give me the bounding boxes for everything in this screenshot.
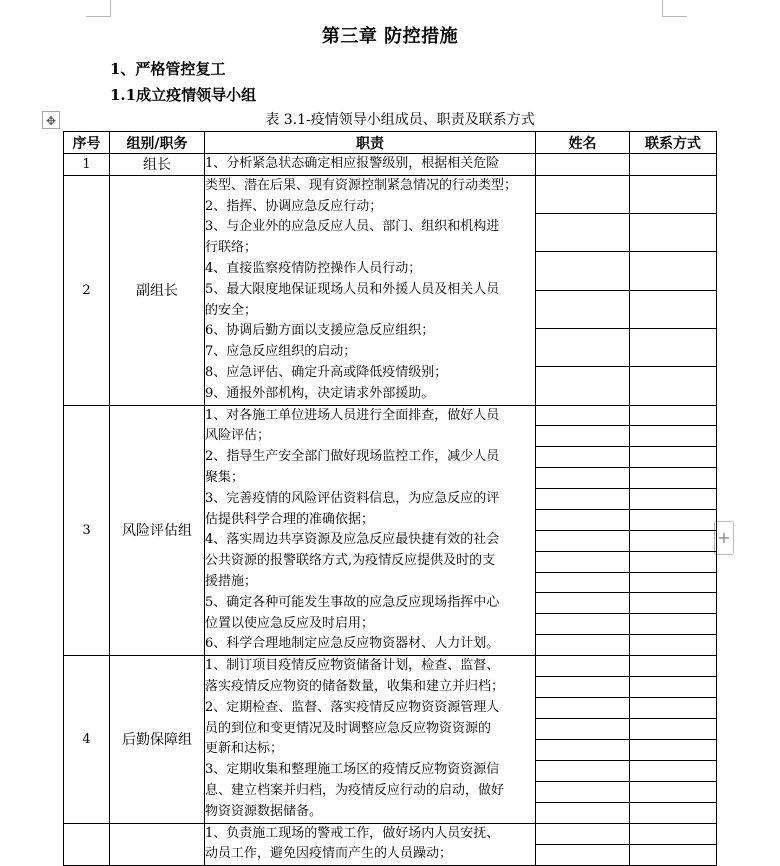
duty-line: 息、建立档案并归档，为疫情反应行动的启动，做好 [205,782,505,798]
cell-duty [205,154,536,176]
cell-group: 风险评估组 [110,405,205,656]
cell-name[interactable] [536,656,630,677]
duty-line: 4、落实周边共享资源及应急反应最快捷有效的社会 [205,532,500,548]
cell-name[interactable] [536,468,630,489]
table-move-handle-icon[interactable]: ✥ [42,111,60,129]
duty-line: 物资资源数据储备。 [205,803,323,819]
cell-name[interactable] [536,290,630,328]
cell-contact[interactable] [630,718,717,739]
cell-contact[interactable] [630,635,717,656]
table-caption: 表 3.1-疫情领导小组成员、职责及联系方式 [265,112,535,128]
cell-contact[interactable] [630,426,717,447]
duty-line: 2、指挥、协调应急反应行动； [205,198,383,214]
duty-line: 1、分析紧急状态确定相应报警级别，根据相关危险 [205,156,500,171]
cell-contact[interactable] [630,593,717,614]
duty-line: 落实疫情反应物资的储备数量，收集和建立并归档； [205,678,505,694]
add-column-plus-icon[interactable]: + [714,521,734,555]
cell-name[interactable] [536,405,630,426]
duty-line: 3、定期收集和整理施工场区的疫情反应物资资源信 [205,762,500,778]
cell-name[interactable] [536,697,630,718]
cell-name[interactable] [536,635,630,656]
table-row [64,175,717,213]
cell-contact[interactable] [630,677,717,698]
header-no: 序号 [64,132,110,154]
duty-line: 的安全； [205,302,258,318]
cell-contact[interactable] [630,447,717,468]
cell-no [64,823,110,866]
header-group: 组别/职务 [110,132,205,154]
cell-name[interactable] [536,426,630,447]
duty-line: 6、科学合理地制定应急反应物资器材、人力计划。 [205,636,500,652]
cell-group: 组长 [110,154,205,176]
cell-name[interactable] [536,551,630,572]
cell-duty [205,823,536,866]
duty-line: 3、完善疫情的风险评估资料信息，为应急反应的评 [205,490,500,506]
duty-line: 行联络； [205,240,258,256]
duty-line: 1、制订项目疫情反应物资储备计划，检查、监督、 [205,658,500,674]
duty-line: 1、负责施工现场的警戒工作，做好场内人员安抚、 [205,825,500,841]
cell-group: 后勤保障组 [110,656,205,823]
cell-contact[interactable] [630,154,717,176]
cell-contact[interactable] [630,802,717,823]
cell-contact[interactable] [630,697,717,718]
header-contact: 联系方式 [630,132,717,154]
table-row [64,405,717,426]
cell-contact[interactable] [630,214,717,252]
cell-contact[interactable] [630,823,717,844]
section-heading-1-1: 1.1成立疫情领导小组 [110,86,257,104]
duty-line: 4、直接监察疫情防控操作人员行动； [205,260,422,276]
duty-line: 8、应急评估、确定升高或降低疫情级别； [205,364,448,380]
cell-contact[interactable] [630,572,717,593]
cell-name[interactable] [536,489,630,510]
duty-line: 聚集； [205,469,245,485]
duty-line: 估提供科学合理的准确依据； [205,511,375,527]
duty-line: 3、与企业外的应急反应人员、部门、组织和机构进 [205,219,500,235]
duty-line: 公共资源的报警联络方式,为疫情反应提供及时的支 [205,553,496,569]
duty-line: 员的到位和变更情况及时调整应急反应物资资源的 [205,720,492,736]
table-header-row [64,132,717,154]
cell-duty [205,656,536,823]
cell-contact[interactable] [630,328,717,366]
cell-group: 副组长 [110,175,205,405]
cell-name[interactable] [536,175,630,213]
section-heading-1: 1、严格管控复工 [110,60,226,78]
cell-contact[interactable] [630,551,717,572]
cell-contact[interactable] [630,175,717,213]
chapter-title: 第三章 防控措施 [321,26,459,47]
cell-contact[interactable] [630,739,717,760]
duty-line: 风险评估； [205,428,271,444]
cell-name[interactable] [536,593,630,614]
cell-name[interactable] [536,509,630,530]
cell-name[interactable] [536,214,630,252]
duty-line: 5、最大限度地保证现场人员和外援人员及相关人员 [205,281,500,297]
cell-contact[interactable] [630,614,717,635]
cell-contact[interactable] [630,844,717,865]
cell-contact[interactable] [630,530,717,551]
cell-duty [205,175,536,405]
cell-name[interactable] [536,760,630,781]
cell-contact[interactable] [630,290,717,328]
cell-name[interactable] [536,802,630,823]
table-row [64,823,717,844]
duty-line: 援措施； [205,573,258,589]
cell-name[interactable] [536,252,630,290]
cell-name[interactable] [536,530,630,551]
duty-line: 1、对各施工单位进场人员进行全面排查，做好人员 [205,407,500,423]
cell-contact[interactable] [630,367,717,405]
cell-contact[interactable] [630,468,717,489]
duty-line: 6、协调后勤方面以支援应急反应组织； [205,323,435,339]
duty-line: 动员工作，避免因疫情而产生的人员躁动； [205,846,453,862]
cell-duty [205,405,536,656]
cell-no: 2 [64,175,110,405]
header-duty: 职责 [205,132,536,154]
duty-line: 2、定期检查、监督、落实疫情反应物资资源管理人 [205,699,500,715]
cell-name[interactable] [536,154,630,176]
page-corner-mark-top-left [86,0,111,17]
leadership-table [63,131,717,866]
cell-no: 1 [64,154,110,176]
table-row [64,656,717,677]
cell-name[interactable] [536,447,630,468]
table-row [64,154,717,176]
cell-contact[interactable] [630,781,717,802]
page-corner-mark-top-right [662,0,687,17]
cell-name[interactable] [536,844,630,865]
cell-no: 4 [64,656,110,823]
cell-name[interactable] [536,718,630,739]
duty-line: 2、指导生产安全部门做好现场监控工作，减少人员 [205,449,500,465]
cell-name[interactable] [536,367,630,405]
duty-line: 7、应急反应组织的启动； [205,344,357,360]
duty-line: 9、通报外部机构，决定请求外部援助。 [205,385,435,401]
cell-contact[interactable] [630,252,717,290]
header-name: 姓名 [536,132,630,154]
cell-name[interactable] [536,823,630,844]
cell-contact[interactable] [630,405,717,426]
cell-name[interactable] [536,781,630,802]
cell-name[interactable] [536,328,630,366]
cell-no: 3 [64,405,110,656]
cell-name[interactable] [536,572,630,593]
duty-line: 类型、潜在后果、现有资源控制紧急情况的行动类型； [205,177,518,193]
cell-contact[interactable] [630,760,717,781]
cell-contact[interactable] [630,656,717,677]
duty-line: 5、确定各种可能发生事故的应急反应现场指挥中心 [205,594,500,610]
cell-group [110,823,205,866]
cell-contact[interactable] [630,489,717,510]
cell-contact[interactable] [630,509,717,530]
cell-name[interactable] [536,739,630,760]
duty-line: 位置以使应急反应及时启用； [205,615,375,631]
cell-name[interactable] [536,677,630,698]
cell-name[interactable] [536,614,630,635]
duty-line: 更新和达标； [205,741,284,757]
